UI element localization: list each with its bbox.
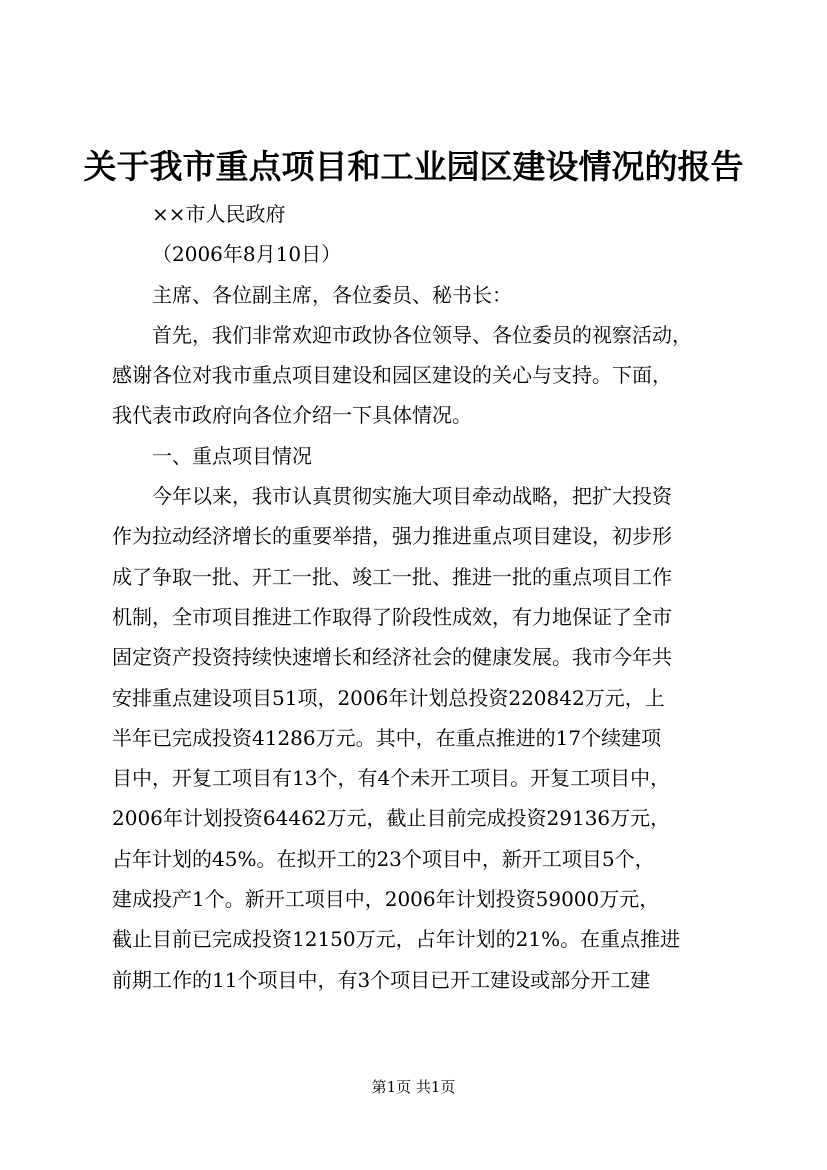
- paragraph-line: 我代表市政府向各位介绍一下具体情况。: [112, 403, 472, 428]
- date-line: （2006年8月10日）: [152, 242, 342, 267]
- paragraph-line: 占年计划的45%。在拟开工的23个项目中，新开工项目5个，: [112, 846, 655, 871]
- section-heading: 一、重点项目情况: [152, 443, 312, 468]
- document-title: 关于我市重点项目和工业园区建设情况的报告: [83, 147, 744, 186]
- issuer-line: ××市人民政府: [152, 202, 286, 226]
- salutation-line: 主席、各位副主席，各位委员、秘书长：: [152, 282, 512, 307]
- paragraph-line: 首先，我们非常欢迎市政协各位领导、各位委员的视察活动，: [152, 322, 692, 347]
- paragraph-line: 目中，开复工项目有13个，有4个未开工项目。开复工项目中，: [112, 766, 671, 791]
- paragraph-line: 半年已完成投资41286万元。其中，在重点推进的17个续建项: [112, 725, 662, 750]
- paragraph-line: 成了争取一批、开工一批、竣工一批、推进一批的重点项目工作: [112, 564, 672, 589]
- paragraph-line: 建成投产1个。新开工项目中，2006年计划投资59000万元，: [112, 887, 660, 912]
- page-footer: 第1页 共1页: [371, 1078, 456, 1096]
- paragraph-line: 机制，全市项目推进工作取得了阶段性成效，有力地保证了全市: [112, 604, 672, 629]
- document-body: [112, 194, 722, 1000]
- paragraph-intro: [112, 315, 722, 436]
- paragraph-line: 截止目前已完成投资12150万元，占年计划的21%。在重点推进: [112, 927, 681, 952]
- paragraph-line: 作为拉动经济增长的重要举措，强力推进重点项目建设，初步形: [112, 524, 672, 549]
- paragraph-line: 2006年计划投资64462万元，截止目前完成投资29136万元，: [112, 806, 671, 831]
- paragraph-line: 今年以来，我市认真贯彻实施大项目牵动战略，把扩大投资: [152, 484, 672, 509]
- paragraph-line: 前期工作的11个项目中，有3个项目已开工建设或部分开工建: [112, 967, 651, 992]
- paragraph-key-projects: [112, 476, 722, 1000]
- paragraph-line: 固定资产投资持续快速增长和经济社会的健康发展。我市今年共: [112, 645, 672, 670]
- paragraph-line: 感谢各位对我市重点项目建设和园区建设的关心与支持。下面，: [112, 363, 672, 388]
- paragraph-line: 安排重点建设项目51项，2006年计划总投资220842万元，上: [112, 685, 665, 710]
